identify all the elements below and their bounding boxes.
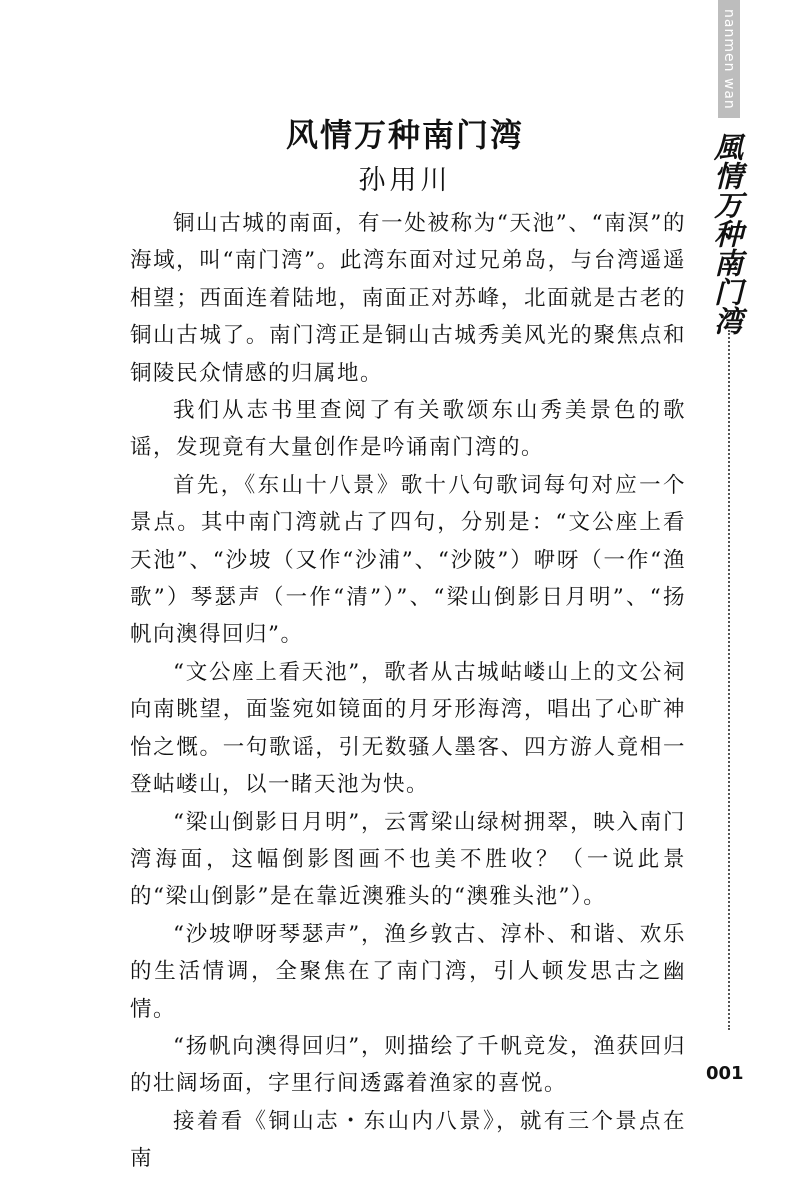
- paragraph: “梁山倒影日月明”，云霄梁山绿树拥翠，映入南门湾海面，这幅倒影图画不也美不胜收？（一说此景的“梁山倒影”是在靠近澳雅头的“澳雅头池”）。: [130, 809, 686, 910]
- paragraph: “文公座上看天池”，歌者从古城岵嵝山上的文公祠向南眺望，面鉴宛如镜面的月牙形海湾，唱出了心旷神怡之慨。一句歌谣，引无数骚人墨客、四方游人竟相一登岵嵝山，以一睹天池为快。: [130, 659, 686, 798]
- paragraph: 接着看《铜山志・东山内八景》，就有三个景点在南: [130, 1108, 686, 1172]
- running-label: nanmen wan: [721, 8, 737, 110]
- article-author: 孙用川: [358, 165, 452, 196]
- paragraph: 我们从志书里查阅了有关歌颂东山秀美景色的歌谣，发现竟有大量创作是吟诵南门湾的。: [130, 398, 686, 461]
- paragraph: 铜山古城的南面，有一处被称为“天池”、“南溟”的海域，叫“南门湾”。此湾东面对过兄弟岛，与台湾遥遥相望；西面连着陆地，南面正对苏峰，北面就是古老的铜山古城了。南门湾正是铜山古城秀美风光的聚焦点和铜陵民众情感的归属地。: [130, 211, 686, 386]
- article-title: 风情万种南门湾: [285, 116, 524, 154]
- paragraph: “扬帆向澳得回归”，则描绘了千帆竞发，渔获回归的壮阔场面，字里行间透露着渔家的喜悦。: [130, 1033, 686, 1097]
- side-title: 風情万种南门湾: [710, 132, 744, 335]
- paragraph: 首先，《东山十八景》歌十八句歌词每句对应一个景点。其中南门湾就占了四句，分别是：“文公座上看天池”、“沙坡（又作“沙浦”、“沙陂”）咿呀（一作“渔歌”）琴瑟声（一作“清”）”、“梁山倒影日月明”、“扬帆向澳得回归”。: [130, 472, 686, 648]
- paragraph: “沙坡咿呀琴瑟声”，渔乡敦古、淳朴、和谐、欢乐的生活情调，全聚焦在了南门湾，引人顿发思古之幽情。: [130, 921, 686, 1022]
- article-body: [130, 205, 686, 1178]
- dotted-divider: [728, 330, 730, 1030]
- page-number: 001: [706, 1063, 744, 1084]
